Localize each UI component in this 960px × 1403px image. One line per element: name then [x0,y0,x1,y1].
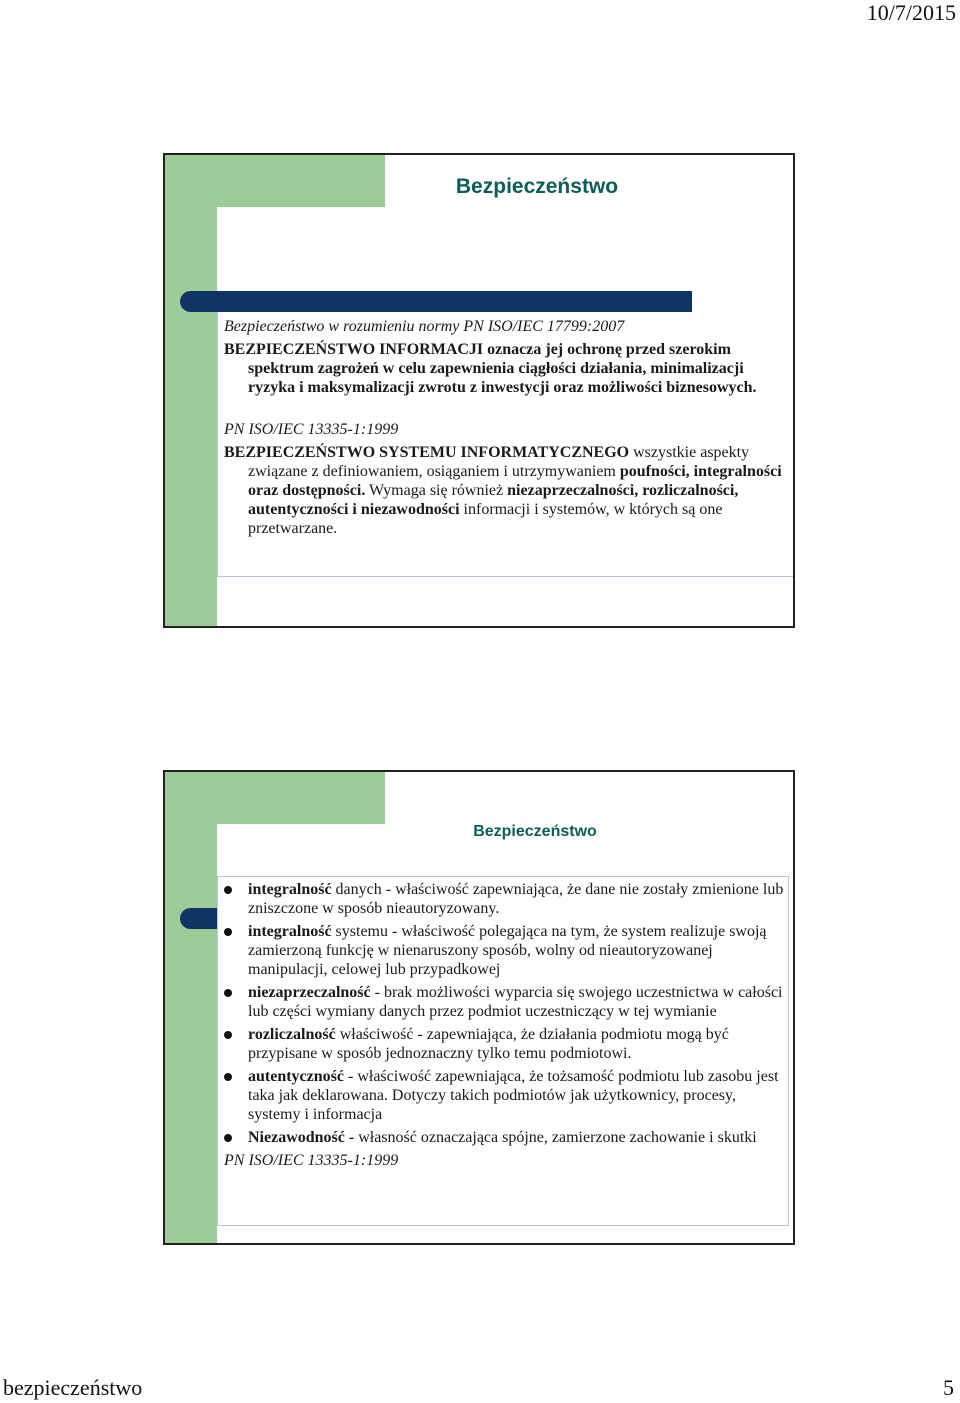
item-text: systemu - właściwość polegająca na tym, że system realizuje swoją zamierzoną funkcję w nienaruszony sposób, wolny od nieautoryzowanej manipulacji, celowej lub przypadkowej [248,923,767,978]
footer-title: bezpieczeństwo [3,1375,143,1400]
item-text: danych - właściwość zapewniająca, że dane nie zostały zmienione lub zniszczone w sposób nieautoryzowany. [248,881,784,917]
item-term: Niezawodność - [248,1129,355,1146]
list-item [224,983,784,1021]
list-item [224,1128,784,1147]
slide-title: Bezpieczeństwo [455,175,619,198]
slide-white-curve [217,207,395,267]
definition-term: BEZPIECZEŃSTWO INFORMACJI [224,341,484,358]
definition-bold: poufności, integralności oraz dostępności. [248,463,782,499]
definition-text: oznacza jej ochronę przed szerokim spektrum zagrożeń w celu zapewnienia ciągłości działania, minimalizacji ryzyka i maksymalizacji zwrotu z inwestycji oraz możliwości biznesowych. [248,341,757,396]
norm-source: PN ISO/IEC 13335-1:1999 [224,421,399,438]
norm-source: PN ISO/IEC 13335-1:1999 [224,1152,399,1169]
definition-text: Wymaga się również [365,482,508,499]
slide-green-sidebar [165,772,217,1243]
slide-content [224,880,784,1170]
slide-green-sidebar [165,155,217,626]
bullet-icon [224,928,232,936]
definition-term: BEZPIECZEŃSTWO SYSTEMU INFORMATYCZNEGO [224,444,630,461]
norm-source: Bezpieczeństwo w rozumieniu normy PN ISO/IEC 17799:2007 [224,318,625,335]
item-term: autentyczność [248,1068,344,1085]
bullet-icon [224,1073,232,1081]
bullet-icon [224,1134,232,1142]
definition-paragraph [224,340,789,397]
definition-text: wszystkie aspekty związane z definiowaniem, osiąganiem i utrzymywaniem [248,444,750,480]
definition-list [224,880,784,1147]
definition-paragraph [224,443,789,538]
list-item [224,1025,784,1063]
item-text: własność oznaczająca spójne, zamierzone zachowanie i skutki [354,1129,757,1146]
item-term: niezaprzeczalność [248,984,371,1001]
slide-title: Bezpieczeństwo [473,823,597,840]
definition-bold: niezaprzeczalności, rozliczalności, autentyczności i niezawodności [248,482,739,518]
item-term: integralność [248,881,332,898]
bullet-icon [224,1031,232,1039]
slide-navy-bar [180,908,217,929]
page-number: 5 [943,1375,954,1400]
bullet-icon [224,989,232,997]
slide-navy-bar [180,291,692,312]
definition-text: informacji i systemów, w których są one przetwarzane. [248,501,723,537]
item-text: właściwość - zapewniająca, że działania podmiotu mogą być przypisane w sposób jednoznaczny tylko temu podmiotowi. [248,1026,729,1062]
list-item [224,1067,784,1124]
item-term: integralność [248,923,332,940]
list-item [224,922,784,979]
item-term: rozliczalność [248,1026,336,1043]
header-date: 10/7/2015 [866,0,956,25]
bullet-icon [224,886,232,894]
list-item [224,880,784,918]
slide-green-header-block [165,155,385,207]
item-text: - właściwość zapewniająca, że tożsamość podmiotu lub zasobu jest taka jak deklarowana. Dotyczy takich podmiotów jak użytkownicy, procesy, systemy i informacja [248,1068,779,1123]
slide-1 [163,153,795,628]
slide-white-curve [217,824,395,884]
slide-content [224,317,789,538]
slide-green-header-block [165,772,385,824]
slide-2 [163,770,795,1245]
item-text: - brak możliwości wyparcia się swojego uczestnictwa w całości lub części wymiany danych przez podmiot uczestniczący w tej wymianie [248,984,783,1020]
